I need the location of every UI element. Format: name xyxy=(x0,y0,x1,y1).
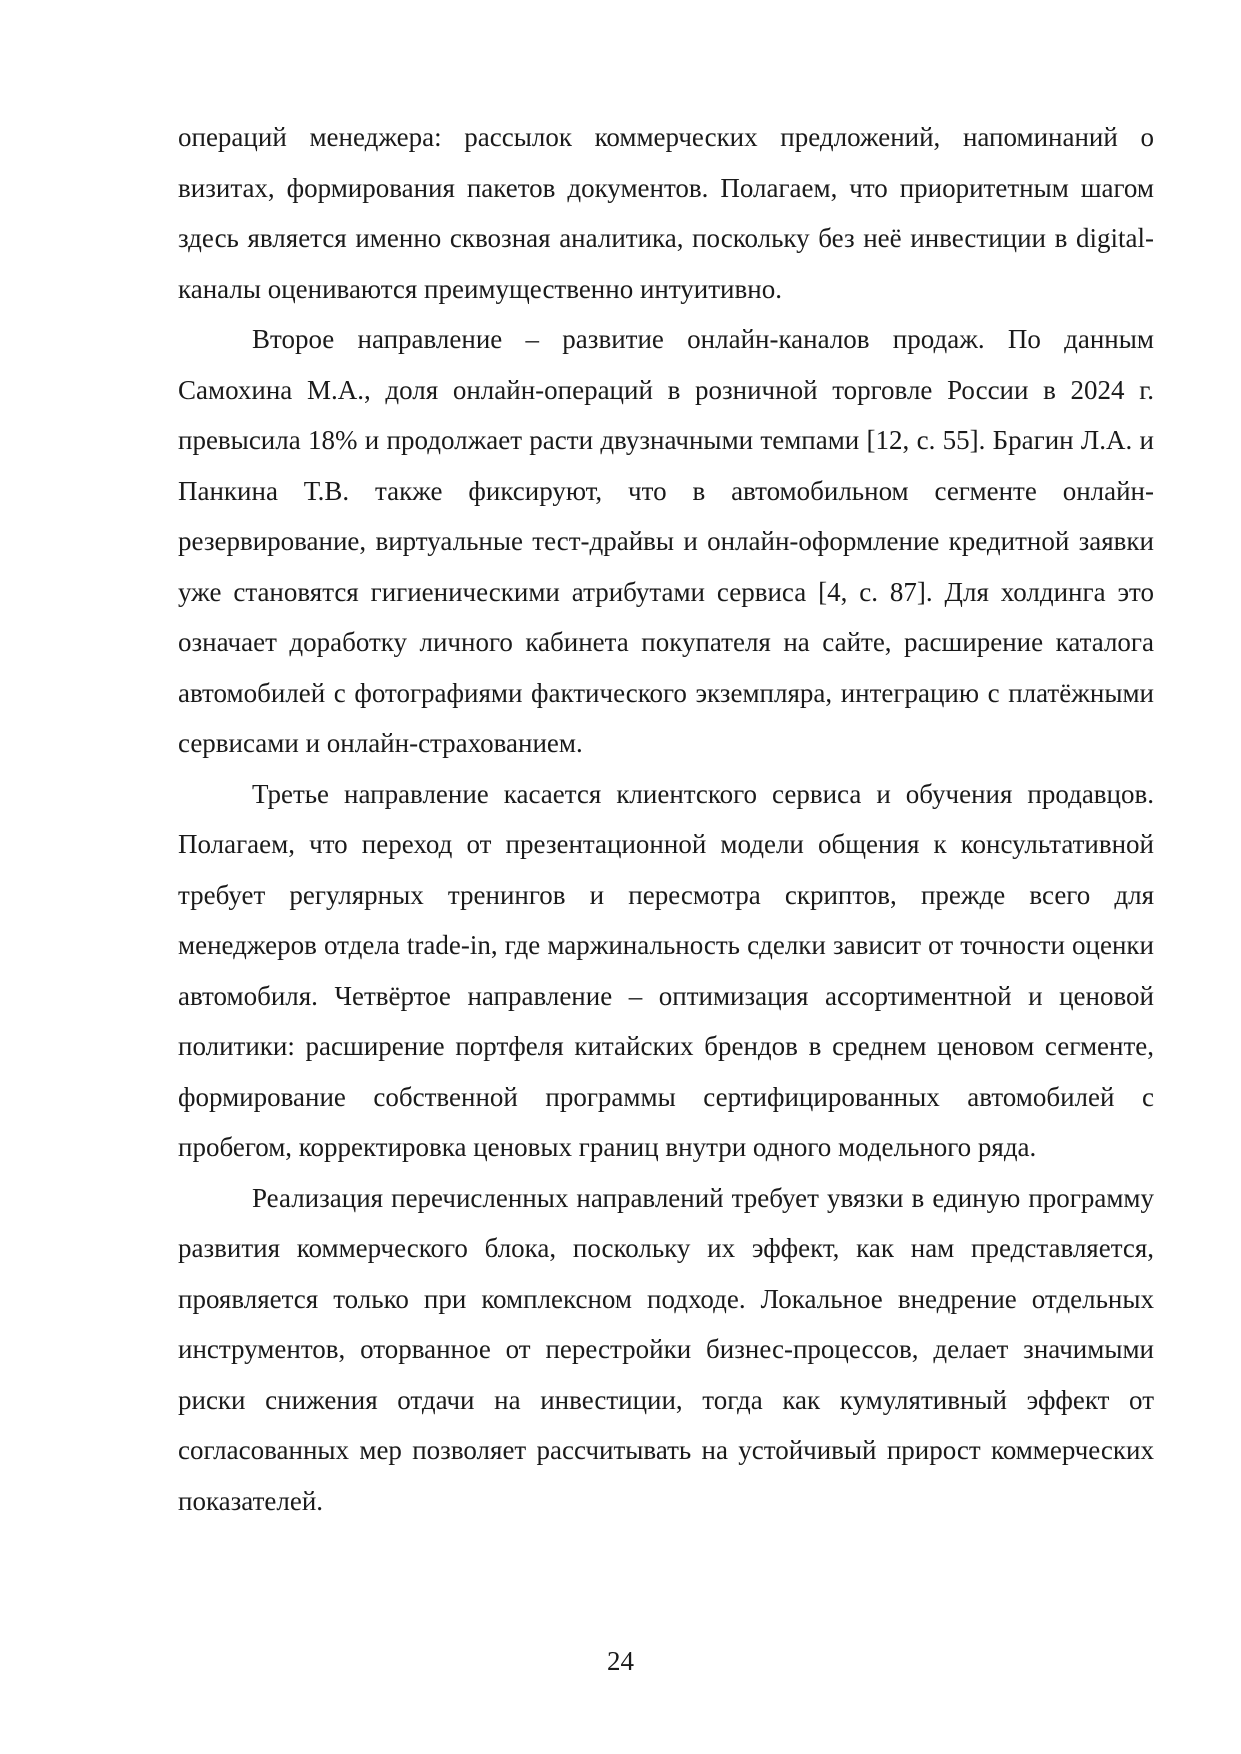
paragraph-implementation: Реализация перечисленных направлений требует увязки в единую программу развития коммерческого блока, поскольку их эффект, как нам представляется, проявляется только при комплексном подходе. Локальное внедрение отдельных инструментов, оторванное от перестройки бизнес-процессов, делает значимыми риски снижения отдачи на инвестиции, тогда как кумулятивный эффект от согласованных мер позволяет рассчитывать на устойчивый прирост коммерческих показателей. xyxy=(178,1182,1154,1516)
page-number: 24 xyxy=(607,1646,634,1676)
paragraph-second-direction: Второе направление – развитие онлайн-каналов продаж. По данным Самохина М.А., доля онлайн-операций в розничной торговле России в 2024 г. превысила 18% и продолжает расти двузначными темпами [12, с. 55]. Брагин Л.А. и Панкина Т.В. также фиксируют, что в автомобильном сегменте онлайн-резервирование, виртуальные тест-драйвы и онлайн-оформление кредитной заявки уже становятся гигиеническими атрибутами сервиса [4, с. 87]. Для холдинга это означает доработку личного кабинета покупателя на сайте, расширение каталога автомобилей с фотографиями фактического экземпляра, интеграцию с платёжными сервисами и онлайн-страхованием. xyxy=(178,324,1154,758)
body-text xyxy=(178,112,1154,1526)
paragraph-continued: операций менеджера: рассылок коммерческих предложений, напоминаний о визитах, формирования пакетов документов. Полагаем, что приоритетным шагом здесь является именно сквозная аналитика, поскольку без неё инвестиции в digital-каналы оцениваются преимущественно интуитивно. xyxy=(178,122,1154,304)
paragraph-third-direction: Третье направление касается клиентского сервиса и обучения продавцов. Полагаем, что переход от презентационной модели общения к консультативной требует регулярных тренингов и пересмотра скриптов, прежде всего для менеджеров отдела trade-in, где маржинальность сделки зависит от точности оценки автомобиля. Четвёртое направление – оптимизация ассортиментной и ценовой политики: расширение портфеля китайских брендов в среднем ценовом сегменте, формирование собственной программы сертифицированных автомобилей с пробегом, корректировка ценовых границ внутри одного модельного ряда. xyxy=(178,778,1154,1162)
